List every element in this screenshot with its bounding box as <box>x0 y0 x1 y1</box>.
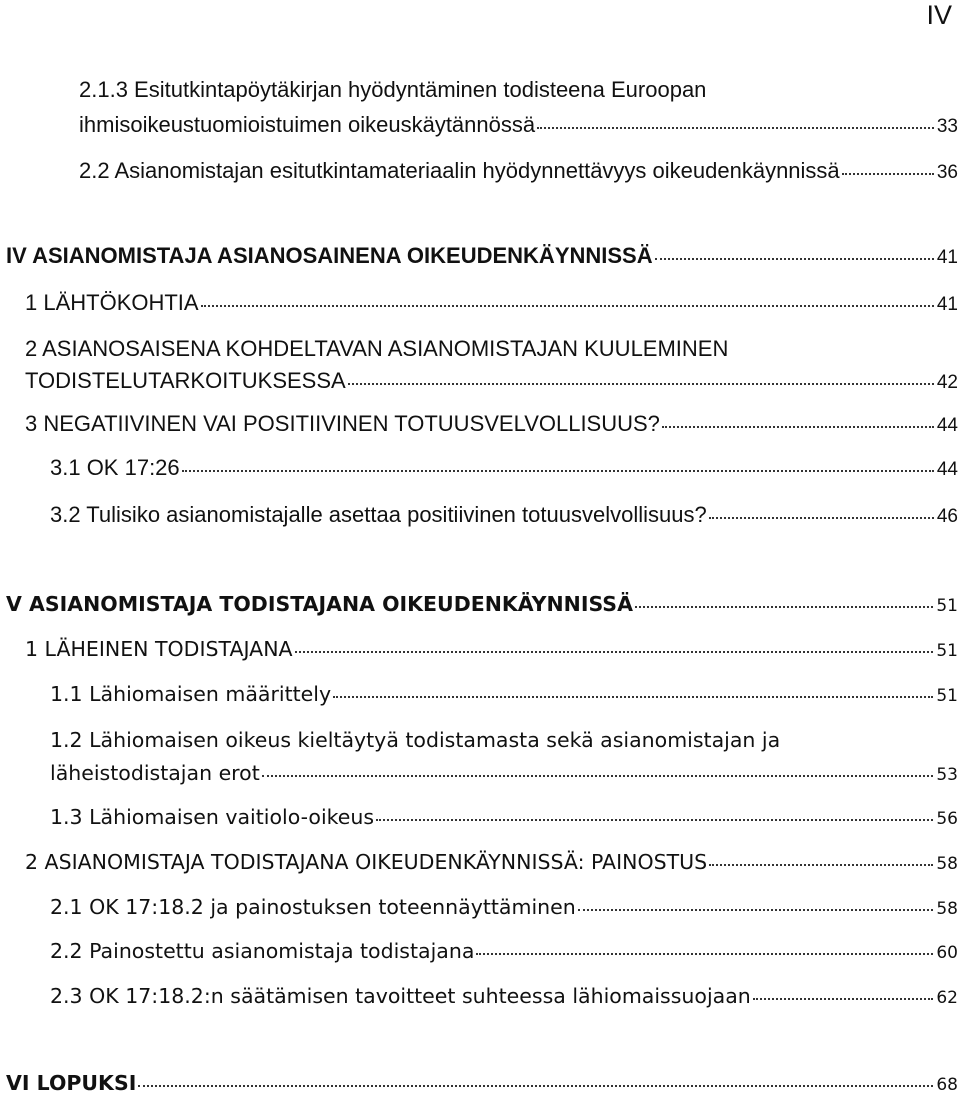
toc-page-number: 60 <box>936 943 958 963</box>
toc-leader-dots <box>709 513 934 519</box>
toc-leader-dots <box>842 169 934 175</box>
toc-entry[interactable] <box>25 635 958 665</box>
toc-leader-dots <box>578 905 934 911</box>
toc-entry-text: TODISTELUTARKOITUKSESSA <box>25 368 346 393</box>
toc-entry[interactable] <box>25 289 958 319</box>
toc-entry[interactable] <box>50 937 958 967</box>
toc-page-number: 41 <box>936 247 958 268</box>
toc-page-number: 46 <box>936 506 958 527</box>
toc-entry[interactable] <box>50 982 958 1012</box>
toc-page-number: 68 <box>936 1075 958 1095</box>
toc-page-number: 51 <box>936 596 958 616</box>
toc-entry-text: IV ASIANOMISTAJA ASIANOSAINENA OIKEUDENKÄYNNISSÄ <box>6 243 653 268</box>
toc-leader-dots <box>262 771 934 777</box>
toc-entry-text: 2.2 Painostettu asianomistaja todistajana <box>50 939 475 963</box>
toc-leader-dots <box>709 860 933 866</box>
toc-entry-text: 1 LÄHEINEN TODISTAJANA <box>25 637 293 661</box>
toc-entry-text: V ASIANOMISTAJA TODISTAJANA OIKEUDENKÄYNNISSÄ <box>6 592 633 616</box>
toc-leader-dots <box>537 123 934 129</box>
toc-entry-text: 2.2 Asianomistajan esitutkintamateriaalin hyödynnettävyys oikeudenkäynnissä <box>79 158 840 183</box>
toc-page-number: 53 <box>936 765 958 785</box>
toc-entry[interactable] <box>79 157 958 187</box>
toc-page-number: 44 <box>936 415 958 436</box>
toc-entry[interactable] <box>50 454 958 484</box>
toc-entry-text: 3.1 OK 17:26 <box>50 455 180 480</box>
toc-leader-dots <box>348 379 934 385</box>
toc-entry-text: 3.2 Tulisiko asianomistajalle asettaa positiivinen totuusvelvollisuus? <box>50 502 707 527</box>
toc-entry[interactable] <box>50 759 958 789</box>
toc-chapter-entry[interactable] <box>6 242 958 272</box>
toc-entry[interactable] <box>25 410 958 440</box>
toc-leader-dots <box>201 301 934 307</box>
toc-entry-text: 2 ASIANOMISTAJA TODISTAJANA OIKEUDENKÄYNNISSÄ: PAINOSTUS <box>25 850 708 874</box>
toc-entry[interactable] <box>25 367 958 397</box>
toc-entry-text: läheistodistajan erot <box>50 761 260 785</box>
toc-page-number: 58 <box>936 854 958 874</box>
toc-entry-text: 2.1.3 Esitutkintapöytäkirjan hyödyntäminen todisteena Euroopan <box>79 77 707 102</box>
toc-entry[interactable] <box>50 803 958 833</box>
toc-entry[interactable] <box>50 680 958 710</box>
toc-entry-text: ihmisoikeustuomioistuimen oikeuskäytännössä <box>79 112 536 137</box>
toc-entry-text: 2.1 OK 17:18.2 ja painostuksen toteennäyttäminen <box>50 895 576 919</box>
toc-leader-dots <box>333 692 933 698</box>
toc-page-number: 51 <box>936 641 958 661</box>
toc-page-number: 56 <box>936 809 958 829</box>
toc-entry[interactable] <box>79 111 958 141</box>
toc-leader-dots <box>655 254 934 260</box>
toc-leader-dots <box>295 647 934 653</box>
toc-leader-dots <box>182 466 934 472</box>
toc-page-number: 42 <box>936 372 958 393</box>
toc-chapter-entry[interactable] <box>6 1069 958 1099</box>
toc-leader-dots <box>376 815 933 821</box>
toc-entry-text: 1.2 Lähiomaisen oikeus kieltäytyä todistamasta sekä asianomistajan ja <box>50 728 781 752</box>
toc-entry-text: 1.1 Lähiomaisen määrittely <box>50 682 332 706</box>
toc-entry-text: 1.3 Lähiomaisen vaitiolo-oikeus <box>50 805 375 829</box>
toc-chapter-entry[interactable] <box>6 590 958 620</box>
toc-entry-text: 3 NEGATIIVINEN VAI POSITIIVINEN TOTUUSVELVOLLISUUS? <box>25 411 660 436</box>
toc-leader-dots <box>662 422 934 428</box>
toc-page-number: 36 <box>936 162 958 183</box>
toc-page-number: 33 <box>936 116 958 137</box>
toc-entry[interactable] <box>25 848 958 878</box>
toc-entry-text: 2.3 OK 17:18.2:n säätämisen tavoitteet suhteessa lähiomaissuojaan <box>50 984 751 1008</box>
toc-page-number: 41 <box>936 294 958 315</box>
toc-entry-text: VI LOPUKSI <box>6 1071 137 1095</box>
page-number: IV <box>926 0 952 30</box>
toc-entry-text: 1 LÄHTÖKOHTIA <box>25 290 199 315</box>
toc-leader-dots <box>753 994 934 1000</box>
toc-leader-dots <box>476 949 933 955</box>
toc-page-number: 44 <box>936 459 958 480</box>
toc-page-number: 51 <box>936 686 958 706</box>
toc-entry[interactable] <box>50 893 958 923</box>
toc-leader-dots <box>635 602 933 608</box>
toc-entry[interactable] <box>50 501 958 531</box>
toc-page-number: 58 <box>936 899 958 919</box>
toc-leader-dots <box>138 1081 933 1087</box>
toc-page-number: 62 <box>936 988 958 1008</box>
toc-entry-text: 2 ASIANOSAISENA KOHDELTAVAN ASIANOMISTAJAN KUULEMINEN <box>25 336 729 361</box>
